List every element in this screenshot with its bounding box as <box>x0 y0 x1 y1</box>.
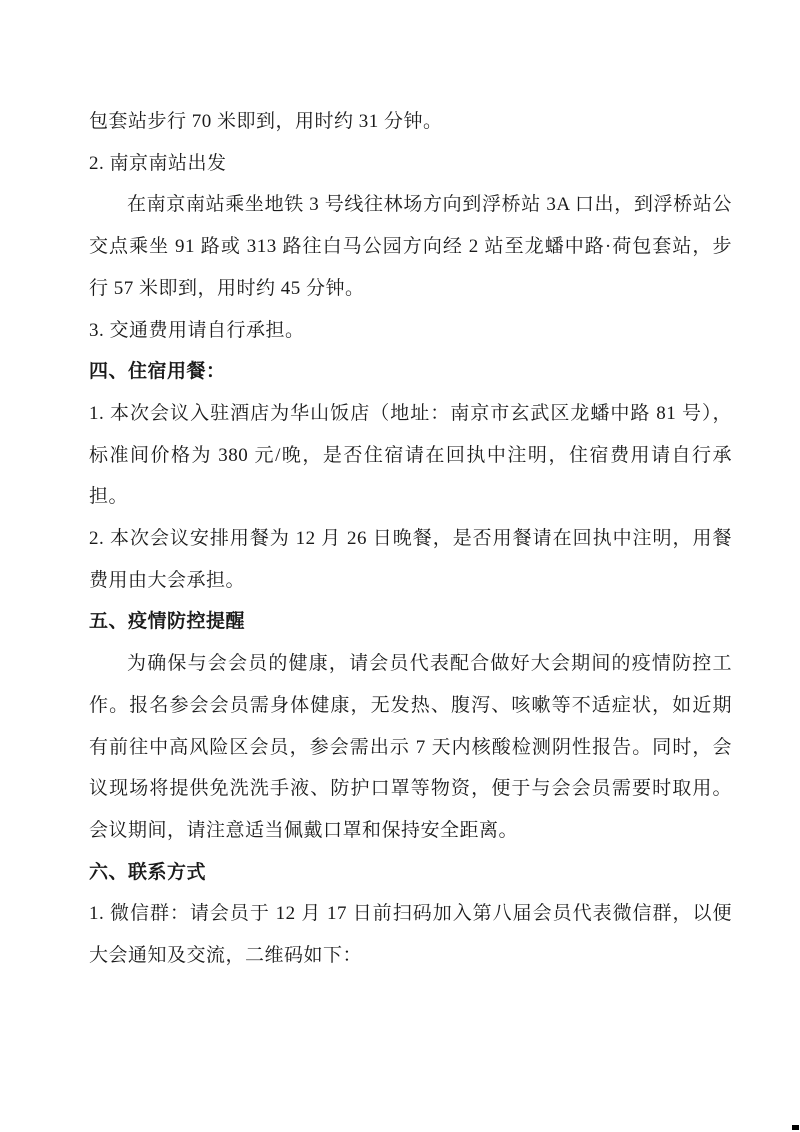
section-4-heading-accommodation: 四、住宿用餐： <box>89 361 226 383</box>
scan-artifact-mark <box>792 1125 799 1130</box>
hotel-info-paragraph: 1. 本次会议入驻酒店为华山饭店（地址：南京市玄武区龙蟠中路 81 号），标准间价格为 380 元/晚，是否住宿请在回执中注明，住宿费用请自行承担。 <box>89 402 732 508</box>
wechat-group-paragraph: 1. 微信群：请会员于 12 月 17 日前扫码加入第八届会员代表微信群，以便大会通知及交流，二维码如下： <box>89 903 732 967</box>
meal-info-paragraph: 2. 本次会议安排用餐为 12 月 26 日晚餐，是否用餐请在回执中注明，用餐费用由大会承担。 <box>89 528 732 591</box>
section-6-heading-contact: 六、联系方式 <box>89 861 207 883</box>
paragraph-continuation-walk-time: 包套站步行 70 米即到，用时约 31 分钟。 <box>89 111 443 132</box>
route-description-metro-bus: 在南京南站乘坐地铁 3 号线往林场方向到浮桥站 3A 口出，到浮桥站公交点乘坐 91 路或 313 路往白马公园方向经 2 站至龙蟠中路·荷包套站，步行 57 米即到，用时约 45 分钟。 <box>89 194 732 299</box>
section-5-heading-epidemic-prevention: 五、疫情防控提醒 <box>89 611 246 633</box>
epidemic-prevention-paragraph: 为确保与会会员的健康，请会员代表配合做好大会期间的疫情防控工作。报名参会会员需身体健康，无发热、腹泻、咳嗽等不适症状，如近期有前往中高风险区会员，参会需出示 7 天内核酸检测阴性报告。同时，会议现场将提供免洗洗手液、防护口罩等物资，便于与会会员需要时取用。会议期间，请注意适当佩戴口罩和保持安全距离。 <box>89 653 732 841</box>
item-3-transport-cost: 3. 交通费用请自行承担。 <box>89 319 305 341</box>
item-2-nanjing-south-departure: 2. 南京南站出发 <box>89 152 227 174</box>
document-text-column <box>89 101 732 977</box>
